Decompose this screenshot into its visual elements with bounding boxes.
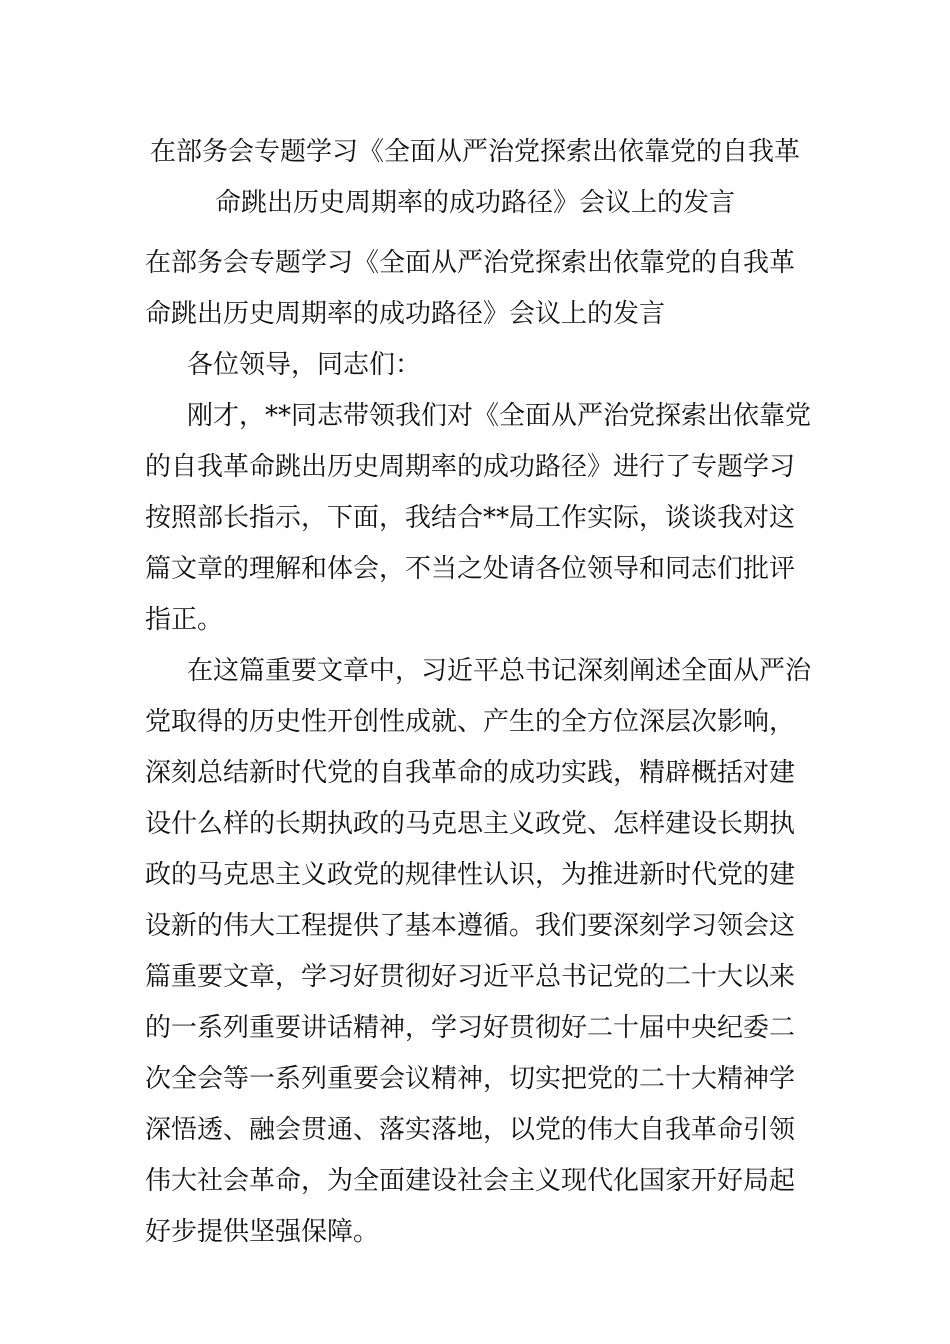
document-title	[145, 127, 805, 229]
document-subtitle	[145, 238, 805, 340]
paragraph-line: 伟大社会革命，为全面建设社会主义现代化国家开好局起	[145, 1166, 796, 1196]
paragraph-main	[145, 646, 812, 1258]
paragraph-line: 好步提供坚强保障。	[145, 1217, 380, 1247]
paragraph-line: 的一系列重要讲话精神，学习好贯彻好二十届中央纪委二	[145, 1013, 796, 1043]
subtitle-line: 命跳出历史周期率的成功路径》会议上的发言	[145, 299, 666, 329]
paragraph-line: 按照部长指示，下面，我结合**局工作实际，谈谈我对这	[145, 503, 796, 533]
paragraph-line: 深悟透、融会贯通、落实落地，以党的伟大自我革命引领	[145, 1115, 796, 1145]
paragraph-line: 的自我革命跳出历史周期率的成功路径》进行了专题学习	[145, 452, 796, 482]
paragraph-line: 篇文章的理解和体会，不当之处请各位领导和同志们批评	[145, 554, 796, 584]
paragraph-line: 设什么样的长期执政的马克思主义政党、怎样建设长期执	[145, 809, 796, 839]
paragraph-line: 指正。	[145, 605, 224, 635]
title-line: 命跳出历史周期率的成功路径》会议上的发言	[214, 188, 735, 218]
paragraph-line: 篇重要文章，学习好贯彻好习近平总书记党的二十大以来	[145, 962, 796, 992]
document-body	[145, 238, 812, 1258]
salutation: 各位领导，同志们：	[187, 350, 422, 380]
paragraph-line: 次全会等一系列重要会议精神，切实把党的二十大精神学	[145, 1064, 796, 1094]
subtitle-line: 在部务会专题学习《全面从严治党探索出依靠党的自我革	[145, 248, 796, 278]
paragraph-line: 刚才，**同志带领我们对《全面从严治党探索出依靠党	[187, 401, 812, 431]
paragraph-line: 党取得的历史性开创性成就、产生的全方位深层次影响，	[145, 707, 796, 737]
paragraph-line: 设新的伟大工程提供了基本遵循。我们要深刻学习领会这	[145, 911, 796, 941]
paragraph-line: 深刻总结新时代党的自我革命的成功实践，精辟概括对建	[145, 758, 796, 788]
paragraph-line: 政的马克思主义政党的规律性认识，为推进新时代党的建	[145, 860, 796, 890]
paragraph-intro	[145, 391, 812, 646]
paragraph-line: 在这篇重要文章中，习近平总书记深刻阐述全面从严治	[187, 656, 812, 686]
title-line: 在部务会专题学习《全面从严治党探索出依靠党的自我革	[149, 137, 800, 167]
